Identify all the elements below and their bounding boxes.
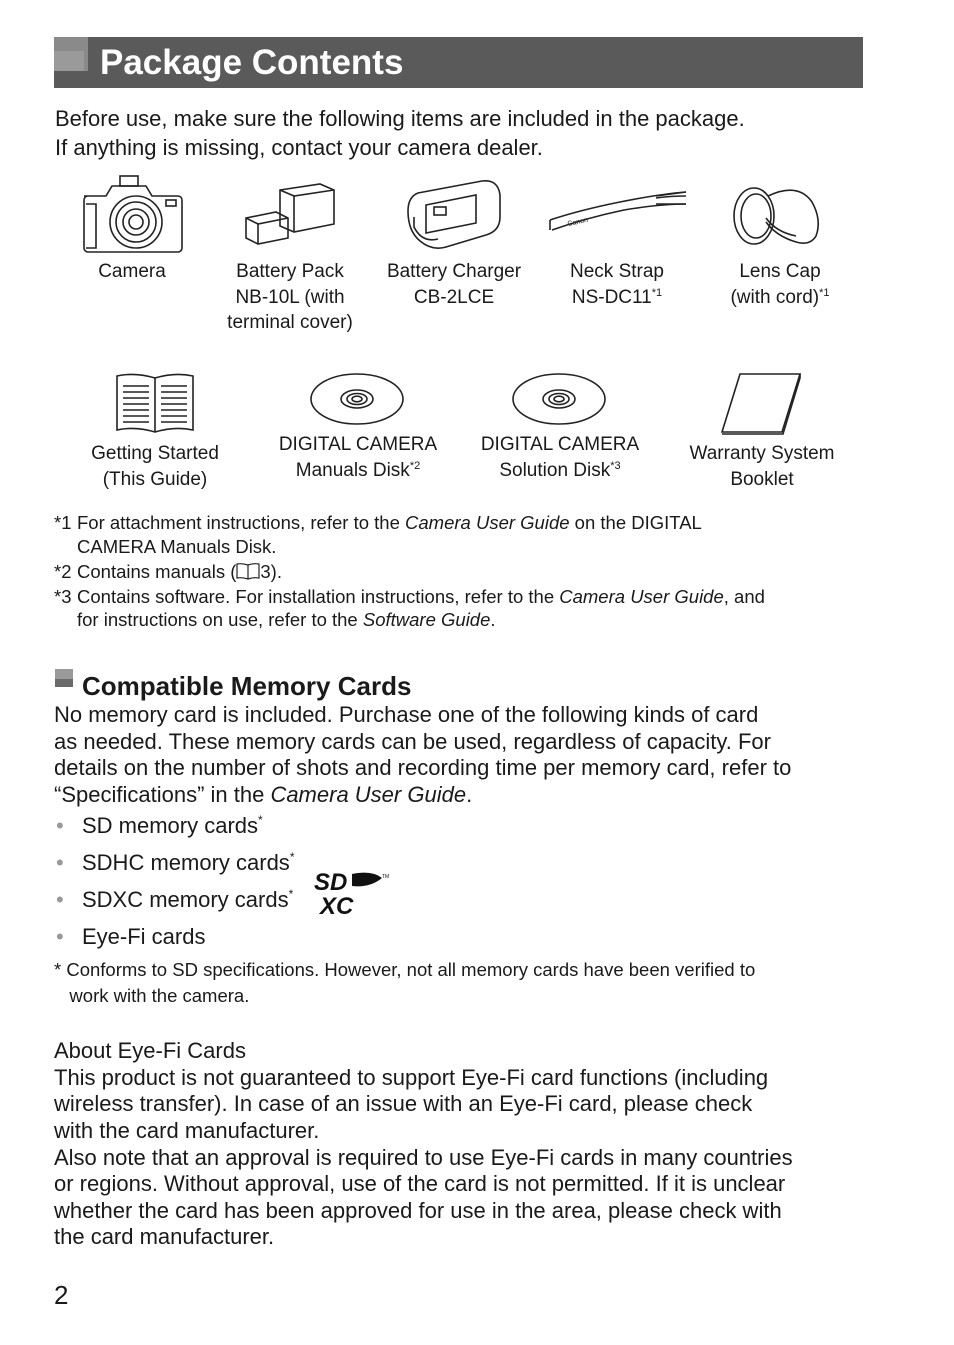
item-label-lens-cap: Lens Cap (with cord)$^{*1}$ bbox=[730, 261, 830, 308]
page-number: 2 bbox=[54, 1280, 69, 1310]
svg-text:XC: XC bbox=[320, 893, 354, 918]
item-label-getting-started: Getting Started (This Guide) bbox=[91, 443, 219, 490]
booklet-icon bbox=[720, 372, 804, 436]
svg-text:TM: TM bbox=[382, 874, 390, 880]
memory-paragraph-line: details on the number of shots and recording time per memory card, refer to bbox=[54, 755, 792, 780]
item-label-manuals-disk: DIGITAL CAMERA Manuals Disk$^{*2}$ bbox=[278, 434, 438, 481]
item-label-battery-pack: Battery Pack NB-10L (with terminal cover) bbox=[227, 261, 353, 333]
item-label-neck-strap: Neck Strap NS-DC11$^{*1}$ bbox=[570, 261, 664, 308]
sdxc-logo bbox=[312, 868, 394, 918]
neck-strap-icon bbox=[546, 186, 692, 236]
title-decoration-square bbox=[54, 51, 84, 71]
eyefi-paragraph-line: or regions. Without approval, use of the card is not permitted. If it is unclear bbox=[54, 1171, 786, 1196]
list-item: • SDHC memory cards* bbox=[56, 850, 295, 875]
intro-line: Before use, make sure the following items are included in the package. bbox=[55, 106, 745, 131]
memory-paragraph-line: as needed. These memory cards can be used, regardless of capacity. For bbox=[54, 729, 771, 754]
section-heading-icon bbox=[55, 679, 73, 687]
svg-text:SD: SD bbox=[314, 869, 348, 896]
item-label-solution-disk: DIGITAL CAMERA Solution Disk$^{*3}$ bbox=[480, 434, 640, 481]
page-title: Package Contents bbox=[100, 43, 404, 82]
svg-text:Canon: Canon bbox=[566, 216, 589, 228]
memory-paragraph-line: “Specifications” in the Camera User Guide. bbox=[54, 782, 473, 807]
battery-charger-icon bbox=[404, 177, 504, 253]
list-item: • Eye-Fi cards bbox=[56, 924, 206, 949]
eyefi-paragraph-line: wireless transfer). In case of an issue with an Eye-Fi card, please check bbox=[54, 1091, 753, 1116]
book-reference-icon bbox=[236, 562, 260, 580]
list-item: • SDXC memory cards* bbox=[56, 887, 294, 912]
battery-pack-icon bbox=[240, 180, 340, 250]
eyefi-paragraph-line: Also note that an approval is required to use Eye-Fi cards in many countries bbox=[54, 1145, 793, 1170]
memory-paragraph-line: No memory card is included. Purchase one of the following kinds of card bbox=[54, 702, 759, 727]
eyefi-paragraph-line: with the card manufacturer. bbox=[54, 1118, 320, 1143]
eyefi-heading: About Eye-Fi Cards bbox=[54, 1038, 246, 1063]
item-label-battery-charger: Battery Charger CB-2LCE bbox=[386, 261, 522, 308]
intro-line: If anything is missing, contact your camera dealer. bbox=[55, 135, 543, 160]
list-item: • SD memory cards* bbox=[56, 813, 263, 838]
camera-icon bbox=[80, 174, 184, 254]
lens-cap-icon bbox=[730, 180, 824, 250]
eyefi-paragraph-line: This product is not guaranteed to support Eye-Fi card functions (including bbox=[54, 1065, 769, 1090]
disk-icon bbox=[309, 372, 405, 426]
book-icon bbox=[114, 372, 196, 434]
section-heading-memory-cards: Compatible Memory Cards bbox=[82, 671, 412, 701]
disk-icon bbox=[511, 372, 607, 426]
item-label-warranty-booklet: Warranty System Booklet bbox=[689, 443, 835, 490]
eyefi-paragraph-line: whether the card has been approved for use in the area, please check with bbox=[54, 1198, 782, 1223]
memory-card-note: * Conforms to SD specifications. However, not all memory cards have been verified to work with the camera. bbox=[54, 959, 756, 1006]
eyefi-paragraph-line: the card manufacturer. bbox=[54, 1224, 275, 1249]
item-label-camera: Camera bbox=[98, 261, 166, 282]
